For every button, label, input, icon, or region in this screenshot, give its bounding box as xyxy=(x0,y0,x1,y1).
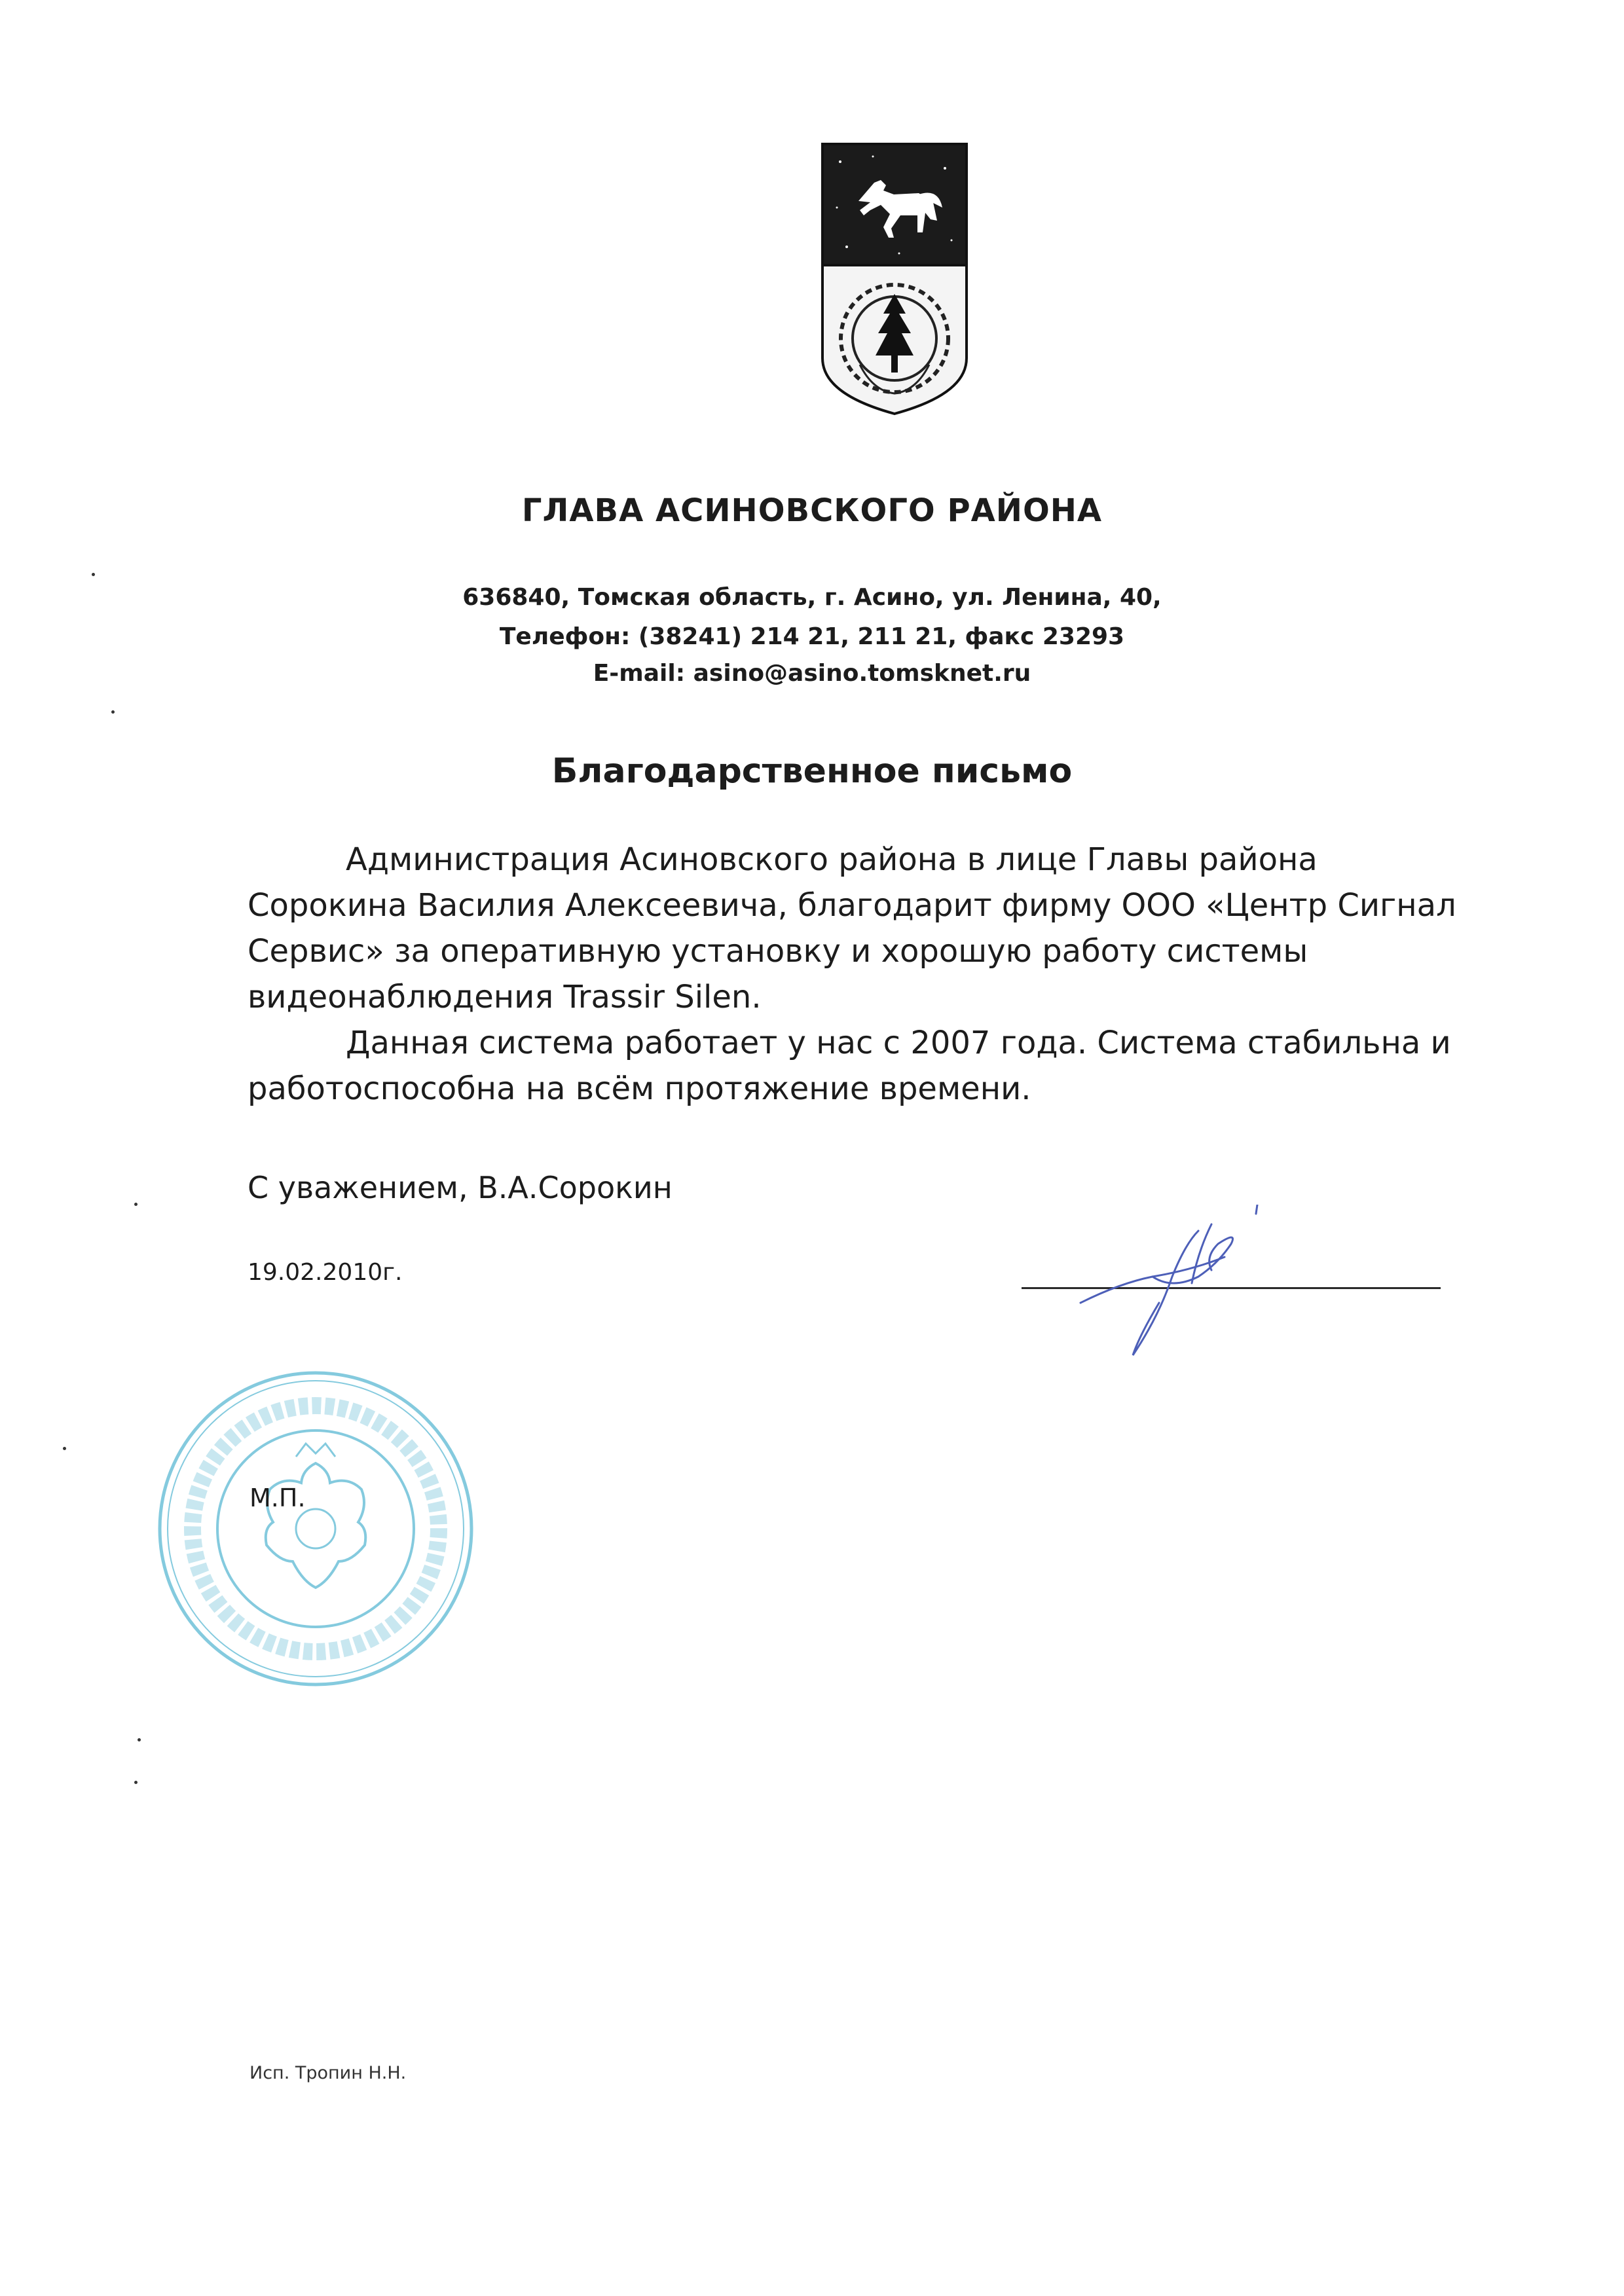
scan-speck xyxy=(92,573,95,576)
stamp-place-label: М.П. xyxy=(249,1484,306,1512)
email-line: E-mail: asino@asino.tomsknet.ru xyxy=(593,660,1031,687)
closing-line: С уважением, В.А.Сорокин xyxy=(248,1170,673,1205)
executor-note: Исп. Тропин Н.Н. xyxy=(249,2063,407,2083)
scan-speck xyxy=(134,1781,138,1784)
scan-speck xyxy=(111,710,115,714)
scan-speck xyxy=(138,1738,141,1741)
letter-body xyxy=(248,837,1479,1112)
scan-speck xyxy=(134,1203,138,1206)
scan-speck xyxy=(63,1447,66,1450)
letterhead-heading: ГЛАВА АСИНОВСКОГО РАЙОНА xyxy=(521,492,1103,529)
official-stamp-icon xyxy=(152,1365,479,1692)
phone-line: Телефон: (38241) 214 21, 211 21, факс 23293 xyxy=(499,623,1125,650)
address-line: 636840, Томская область, г. Асино, ул. Ленина, 40, xyxy=(462,584,1162,611)
letter-title: Благодарственное письмо xyxy=(551,752,1073,791)
letter-date: 19.02.2010г. xyxy=(248,1259,403,1286)
letter-paragraph: Данная система работает у нас с 2007 года. Система стабильна и работоспособна на всём протяжение времени. xyxy=(248,1025,1451,1107)
letter-paragraph: Администрация Асиновского района в лице Главы района Сорокина Василия Алексеевича, благодарит фирму ООО «Центр Сигнал Сервис» за оперативную установку и хорошую работу системы видеонаблюдения Trassir Silen. xyxy=(248,841,1456,1015)
coat-of-arms-icon xyxy=(821,142,969,417)
signature-icon xyxy=(1061,1205,1310,1368)
